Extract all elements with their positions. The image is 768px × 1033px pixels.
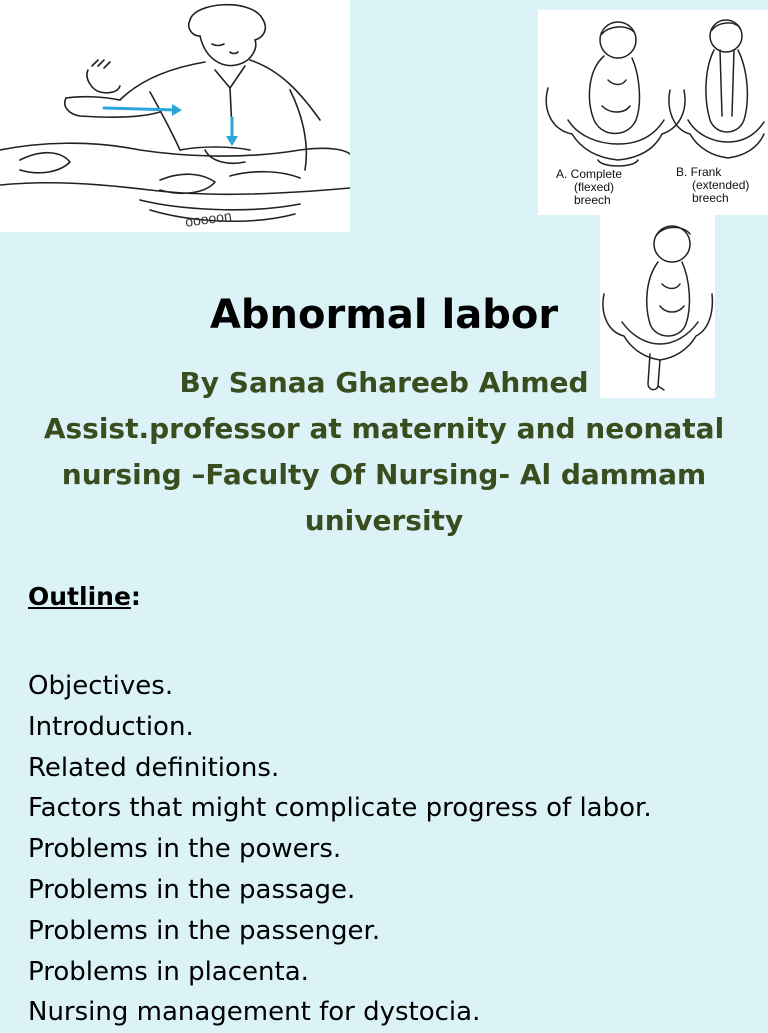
list-item: Problems in the powers.	[28, 834, 342, 865]
breech-types-illustration	[538, 10, 768, 215]
affiliation-line: university	[304, 504, 464, 537]
outline-heading-colon: :	[130, 582, 141, 611]
list-item: Problems in placenta.	[28, 956, 309, 987]
list-item: Problems in the passenger.	[28, 915, 381, 946]
outline-heading	[28, 582, 141, 611]
list-item: Nursing management for dystocia.	[28, 997, 481, 1028]
svg-text:ooooon: ooooon	[184, 207, 233, 230]
outline-list	[28, 666, 652, 1033]
caption-complete-breech: A. Complete (flexed) breech	[556, 167, 623, 207]
slide-title: Abnormal labor	[209, 292, 559, 338]
list-item: Factors that might complicate progress of labor.	[28, 793, 652, 824]
outline-heading-text: Outline	[28, 582, 131, 611]
author-block	[30, 360, 738, 544]
caption-frank-breech: B. Frank (extended) breech	[676, 165, 750, 205]
list-item: Objectives.	[28, 671, 174, 701]
author-name: By Sanaa Ghareeb Ahmed	[179, 366, 589, 399]
nurse-illustration	[0, 0, 350, 232]
list-item: Related definitions.	[28, 752, 280, 783]
list-item: Introduction.	[28, 711, 194, 742]
affiliation-line: nursing –Faculty Of Nursing- Al dammam	[61, 458, 707, 491]
affiliation-line: Assist.professor at maternity and neonatal	[43, 412, 725, 445]
list-item: Problems in the passage.	[28, 874, 356, 905]
